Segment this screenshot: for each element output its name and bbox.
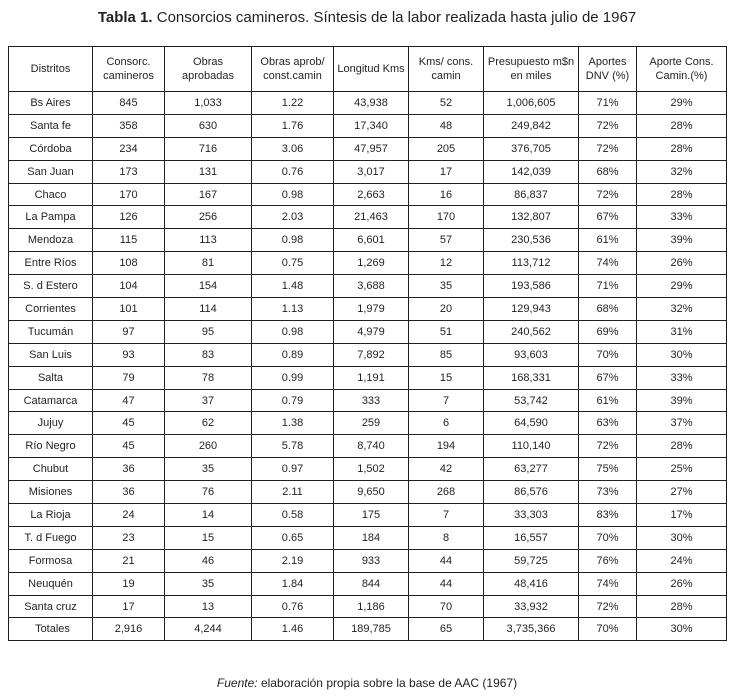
table-cell: 333 bbox=[334, 389, 409, 412]
table-row bbox=[9, 252, 727, 275]
table-cell: 32% bbox=[637, 298, 727, 321]
table-cell: 47 bbox=[93, 389, 165, 412]
table-row bbox=[9, 504, 727, 527]
header-cell: Kms/ cons. camin bbox=[409, 47, 484, 92]
table-cell: 68% bbox=[579, 160, 637, 183]
district-cell: Chaco bbox=[9, 183, 93, 206]
source-caption bbox=[0, 676, 734, 690]
table-cell: 61% bbox=[579, 229, 637, 252]
table-cell: 70% bbox=[579, 343, 637, 366]
table-row bbox=[9, 206, 727, 229]
header-cell: Obras aprobadas bbox=[165, 47, 252, 92]
header-cell: Distritos bbox=[9, 47, 93, 92]
table-cell: 30% bbox=[637, 526, 727, 549]
table-cell: 27% bbox=[637, 481, 727, 504]
table-row bbox=[9, 526, 727, 549]
table-row bbox=[9, 298, 727, 321]
table-cell: 1,269 bbox=[334, 252, 409, 275]
table-cell: 68% bbox=[579, 298, 637, 321]
table-cell: 24 bbox=[93, 504, 165, 527]
table-cell: 51 bbox=[409, 320, 484, 343]
table-cell: 42 bbox=[409, 458, 484, 481]
table-cell: 17% bbox=[637, 504, 727, 527]
header-cell: Consorc. camineros bbox=[93, 47, 165, 92]
table-cell: 1.38 bbox=[252, 412, 334, 435]
table-cell: 48,416 bbox=[484, 572, 579, 595]
table-row bbox=[9, 275, 727, 298]
table-cell: 0.98 bbox=[252, 229, 334, 252]
table-cell: 194 bbox=[409, 435, 484, 458]
table-cell: 28% bbox=[637, 114, 727, 137]
district-cell: Tucumán bbox=[9, 320, 93, 343]
table-row bbox=[9, 412, 727, 435]
table-cell: 69% bbox=[579, 320, 637, 343]
table-cell: 70% bbox=[579, 618, 637, 641]
table-cell: 21 bbox=[93, 549, 165, 572]
table-cell: 76% bbox=[579, 549, 637, 572]
table-cell: 29% bbox=[637, 92, 727, 115]
table-cell: 1,502 bbox=[334, 458, 409, 481]
table-cell: 240,562 bbox=[484, 320, 579, 343]
table-cell: 108 bbox=[93, 252, 165, 275]
table-cell: 716 bbox=[165, 137, 252, 160]
table-cell: 61% bbox=[579, 389, 637, 412]
table-row bbox=[9, 137, 727, 160]
table-cell: 256 bbox=[165, 206, 252, 229]
table-cell: 72% bbox=[579, 183, 637, 206]
district-cell: Mendoza bbox=[9, 229, 93, 252]
district-cell: Río Negro bbox=[9, 435, 93, 458]
table-cell: 0.58 bbox=[252, 504, 334, 527]
table-cell: 0.98 bbox=[252, 320, 334, 343]
table-cell: 85 bbox=[409, 343, 484, 366]
table-row bbox=[9, 160, 727, 183]
table-body bbox=[9, 92, 727, 641]
table-cell: 48 bbox=[409, 114, 484, 137]
table-cell: 115 bbox=[93, 229, 165, 252]
table-cell: 12 bbox=[409, 252, 484, 275]
table-cell: 35 bbox=[409, 275, 484, 298]
table-cell: 1,191 bbox=[334, 366, 409, 389]
district-cell: San Juan bbox=[9, 160, 93, 183]
table-cell: 1.84 bbox=[252, 572, 334, 595]
table-row bbox=[9, 481, 727, 504]
table-cell: 1.22 bbox=[252, 92, 334, 115]
table-cell: 0.89 bbox=[252, 343, 334, 366]
table-cell: 1,186 bbox=[334, 595, 409, 618]
table-cell: 15 bbox=[165, 526, 252, 549]
table-cell: 67% bbox=[579, 206, 637, 229]
district-cell: S. d Estero bbox=[9, 275, 93, 298]
table-cell: 24% bbox=[637, 549, 727, 572]
totals-row bbox=[9, 618, 727, 641]
table-cell: 7 bbox=[409, 504, 484, 527]
table-cell: 175 bbox=[334, 504, 409, 527]
table-cell: 75% bbox=[579, 458, 637, 481]
table-cell: 26% bbox=[637, 572, 727, 595]
table-cell: 72% bbox=[579, 137, 637, 160]
table-cell: 1.76 bbox=[252, 114, 334, 137]
table-cell: 81 bbox=[165, 252, 252, 275]
table-cell: 30% bbox=[637, 618, 727, 641]
district-cell: San Luis bbox=[9, 343, 93, 366]
source-text: elaboración propia sobre la base de AAC (1967) bbox=[260, 676, 518, 690]
table-cell: 93,603 bbox=[484, 343, 579, 366]
table-cell: 17 bbox=[409, 160, 484, 183]
table-cell: 52 bbox=[409, 92, 484, 115]
header-cell: Aporte Cons. Camin.(%) bbox=[637, 47, 727, 92]
table-cell: 36 bbox=[93, 481, 165, 504]
header-cell: Longitud Kms bbox=[334, 47, 409, 92]
table-cell: 2,916 bbox=[93, 618, 165, 641]
table-cell: 154 bbox=[165, 275, 252, 298]
table-row bbox=[9, 366, 727, 389]
table-number: Tabla 1. bbox=[97, 9, 153, 26]
table-cell: 28% bbox=[637, 435, 727, 458]
table-cell: 167 bbox=[165, 183, 252, 206]
district-cell: Salta bbox=[9, 366, 93, 389]
table-cell: 71% bbox=[579, 92, 637, 115]
table-cell: 168,331 bbox=[484, 366, 579, 389]
table-cell: 13 bbox=[165, 595, 252, 618]
table-row bbox=[9, 389, 727, 412]
table-cell: 37 bbox=[165, 389, 252, 412]
district-cell: La Pampa bbox=[9, 206, 93, 229]
table-cell: 26% bbox=[637, 252, 727, 275]
table-cell: 46 bbox=[165, 549, 252, 572]
table-cell: 630 bbox=[165, 114, 252, 137]
table-cell: 173 bbox=[93, 160, 165, 183]
district-cell: Entre Ríos bbox=[9, 252, 93, 275]
table-cell: 0.98 bbox=[252, 183, 334, 206]
table-cell: 16 bbox=[409, 183, 484, 206]
table-cell: 57 bbox=[409, 229, 484, 252]
table-row bbox=[9, 458, 727, 481]
table-cell: 7,892 bbox=[334, 343, 409, 366]
table-cell: 79 bbox=[93, 366, 165, 389]
table-cell: 36 bbox=[93, 458, 165, 481]
table-cell: 74% bbox=[579, 572, 637, 595]
table-cell: 2,663 bbox=[334, 183, 409, 206]
header-row bbox=[9, 47, 727, 92]
table-cell: 83% bbox=[579, 504, 637, 527]
header-cell: Aportes DNV (%) bbox=[579, 47, 637, 92]
table-cell: 3,017 bbox=[334, 160, 409, 183]
table-cell: 64,590 bbox=[484, 412, 579, 435]
district-cell: Jujuy bbox=[9, 412, 93, 435]
table-cell: 358 bbox=[93, 114, 165, 137]
table-cell: 104 bbox=[93, 275, 165, 298]
table-cell: 260 bbox=[165, 435, 252, 458]
table-cell: 170 bbox=[93, 183, 165, 206]
table-cell: 249,842 bbox=[484, 114, 579, 137]
table-cell: 2.11 bbox=[252, 481, 334, 504]
table-cell: 44 bbox=[409, 572, 484, 595]
table-cell: 86,837 bbox=[484, 183, 579, 206]
table-cell: 184 bbox=[334, 526, 409, 549]
table-title bbox=[0, 8, 734, 28]
table-cell: 2.03 bbox=[252, 206, 334, 229]
district-cell: Formosa bbox=[9, 549, 93, 572]
table-cell: 95 bbox=[165, 320, 252, 343]
table-cell: 189,785 bbox=[334, 618, 409, 641]
table-cell: 114 bbox=[165, 298, 252, 321]
district-cell: Córdoba bbox=[9, 137, 93, 160]
table-cell: 126 bbox=[93, 206, 165, 229]
table-cell: 4,244 bbox=[165, 618, 252, 641]
table-cell: 0.97 bbox=[252, 458, 334, 481]
table-cell: 35 bbox=[165, 458, 252, 481]
table-cell: 234 bbox=[93, 137, 165, 160]
table-cell: 0.99 bbox=[252, 366, 334, 389]
district-cell: Totales bbox=[9, 618, 93, 641]
table-cell: 19 bbox=[93, 572, 165, 595]
table-row bbox=[9, 114, 727, 137]
table-row bbox=[9, 549, 727, 572]
table-cell: 0.65 bbox=[252, 526, 334, 549]
header-cell: Obras aprob/ const.camin bbox=[252, 47, 334, 92]
table-row bbox=[9, 572, 727, 595]
table-cell: 933 bbox=[334, 549, 409, 572]
table-cell: 9,650 bbox=[334, 481, 409, 504]
district-cell: Santa fe bbox=[9, 114, 93, 137]
table-cell: 2.19 bbox=[252, 549, 334, 572]
table-cell: 39% bbox=[637, 229, 727, 252]
table-cell: 1,033 bbox=[165, 92, 252, 115]
header-cell: Presupuesto m$n en miles bbox=[484, 47, 579, 92]
table-cell: 17,340 bbox=[334, 114, 409, 137]
table-cell: 28% bbox=[637, 595, 727, 618]
table-cell: 33,303 bbox=[484, 504, 579, 527]
table-cell: 53,742 bbox=[484, 389, 579, 412]
table-row bbox=[9, 229, 727, 252]
table-cell: 8,740 bbox=[334, 435, 409, 458]
table-cell: 170 bbox=[409, 206, 484, 229]
table-cell: 113,712 bbox=[484, 252, 579, 275]
table-cell: 30% bbox=[637, 343, 727, 366]
table-cell: 7 bbox=[409, 389, 484, 412]
table-cell: 59,725 bbox=[484, 549, 579, 572]
table-cell: 47,957 bbox=[334, 137, 409, 160]
table-cell: 16,557 bbox=[484, 526, 579, 549]
table-cell: 142,039 bbox=[484, 160, 579, 183]
table-cell: 3.06 bbox=[252, 137, 334, 160]
table-cell: 72% bbox=[579, 595, 637, 618]
table-cell: 62 bbox=[165, 412, 252, 435]
table-cell: 132,807 bbox=[484, 206, 579, 229]
table-cell: 29% bbox=[637, 275, 727, 298]
district-cell: Misiones bbox=[9, 481, 93, 504]
table-cell: 97 bbox=[93, 320, 165, 343]
table-cell: 230,536 bbox=[484, 229, 579, 252]
table-cell: 33% bbox=[637, 366, 727, 389]
district-cell: T. d Fuego bbox=[9, 526, 93, 549]
table-cell: 71% bbox=[579, 275, 637, 298]
table-cell: 844 bbox=[334, 572, 409, 595]
table-cell: 45 bbox=[93, 412, 165, 435]
table-cell: 131 bbox=[165, 160, 252, 183]
table-cell: 6 bbox=[409, 412, 484, 435]
table-cell: 1,006,605 bbox=[484, 92, 579, 115]
table-title-text: Consorcios camineros. Síntesis de la labor realizada hasta julio de 1967 bbox=[156, 9, 637, 26]
table-cell: 67% bbox=[579, 366, 637, 389]
table-cell: 39% bbox=[637, 389, 727, 412]
data-table bbox=[8, 46, 727, 641]
table-cell: 63,277 bbox=[484, 458, 579, 481]
district-cell: Corrientes bbox=[9, 298, 93, 321]
table-cell: 129,943 bbox=[484, 298, 579, 321]
table-cell: 3,735,366 bbox=[484, 618, 579, 641]
table-cell: 23 bbox=[93, 526, 165, 549]
table-cell: 1.48 bbox=[252, 275, 334, 298]
table-cell: 14 bbox=[165, 504, 252, 527]
table-cell: 72% bbox=[579, 114, 637, 137]
district-cell: Santa cruz bbox=[9, 595, 93, 618]
table-cell: 4,979 bbox=[334, 320, 409, 343]
table-cell: 83 bbox=[165, 343, 252, 366]
table-cell: 0.76 bbox=[252, 595, 334, 618]
table-cell: 93 bbox=[93, 343, 165, 366]
district-cell: Catamarca bbox=[9, 389, 93, 412]
table-cell: 0.75 bbox=[252, 252, 334, 275]
table-cell: 65 bbox=[409, 618, 484, 641]
table-cell: 20 bbox=[409, 298, 484, 321]
district-cell: La Rioja bbox=[9, 504, 93, 527]
table-cell: 33,932 bbox=[484, 595, 579, 618]
table-cell: 74% bbox=[579, 252, 637, 275]
table-cell: 268 bbox=[409, 481, 484, 504]
table-cell: 1,979 bbox=[334, 298, 409, 321]
table-cell: 1.46 bbox=[252, 618, 334, 641]
table-cell: 73% bbox=[579, 481, 637, 504]
table-cell: 17 bbox=[93, 595, 165, 618]
table-cell: 113 bbox=[165, 229, 252, 252]
table-cell: 44 bbox=[409, 549, 484, 572]
table-cell: 8 bbox=[409, 526, 484, 549]
table-cell: 70 bbox=[409, 595, 484, 618]
table-cell: 6,601 bbox=[334, 229, 409, 252]
table-cell: 25% bbox=[637, 458, 727, 481]
table-cell: 376,705 bbox=[484, 137, 579, 160]
table-cell: 43,938 bbox=[334, 92, 409, 115]
district-cell: Neuquén bbox=[9, 572, 93, 595]
district-cell: Bs Aires bbox=[9, 92, 93, 115]
table-cell: 86,576 bbox=[484, 481, 579, 504]
table-cell: 63% bbox=[579, 412, 637, 435]
table-cell: 110,140 bbox=[484, 435, 579, 458]
table-cell: 33% bbox=[637, 206, 727, 229]
table-cell: 259 bbox=[334, 412, 409, 435]
table-row bbox=[9, 595, 727, 618]
table-cell: 5.78 bbox=[252, 435, 334, 458]
source-label: Fuente: bbox=[216, 676, 258, 690]
table-cell: 28% bbox=[637, 137, 727, 160]
table-cell: 845 bbox=[93, 92, 165, 115]
table-cell: 72% bbox=[579, 435, 637, 458]
table-cell: 1.13 bbox=[252, 298, 334, 321]
table-cell: 193,586 bbox=[484, 275, 579, 298]
table-row bbox=[9, 435, 727, 458]
table-cell: 31% bbox=[637, 320, 727, 343]
table-cell: 205 bbox=[409, 137, 484, 160]
table-cell: 0.76 bbox=[252, 160, 334, 183]
table-cell: 76 bbox=[165, 481, 252, 504]
table-cell: 0.79 bbox=[252, 389, 334, 412]
table-cell: 21,463 bbox=[334, 206, 409, 229]
table-cell: 37% bbox=[637, 412, 727, 435]
table-row bbox=[9, 320, 727, 343]
table-cell: 32% bbox=[637, 160, 727, 183]
table-row bbox=[9, 343, 727, 366]
district-cell: Chubut bbox=[9, 458, 93, 481]
table-cell: 101 bbox=[93, 298, 165, 321]
table-row bbox=[9, 92, 727, 115]
table-cell: 70% bbox=[579, 526, 637, 549]
table-cell: 35 bbox=[165, 572, 252, 595]
table-row bbox=[9, 183, 727, 206]
table-cell: 28% bbox=[637, 183, 727, 206]
table-cell: 78 bbox=[165, 366, 252, 389]
table-cell: 15 bbox=[409, 366, 484, 389]
table-cell: 3,688 bbox=[334, 275, 409, 298]
table-cell: 45 bbox=[93, 435, 165, 458]
